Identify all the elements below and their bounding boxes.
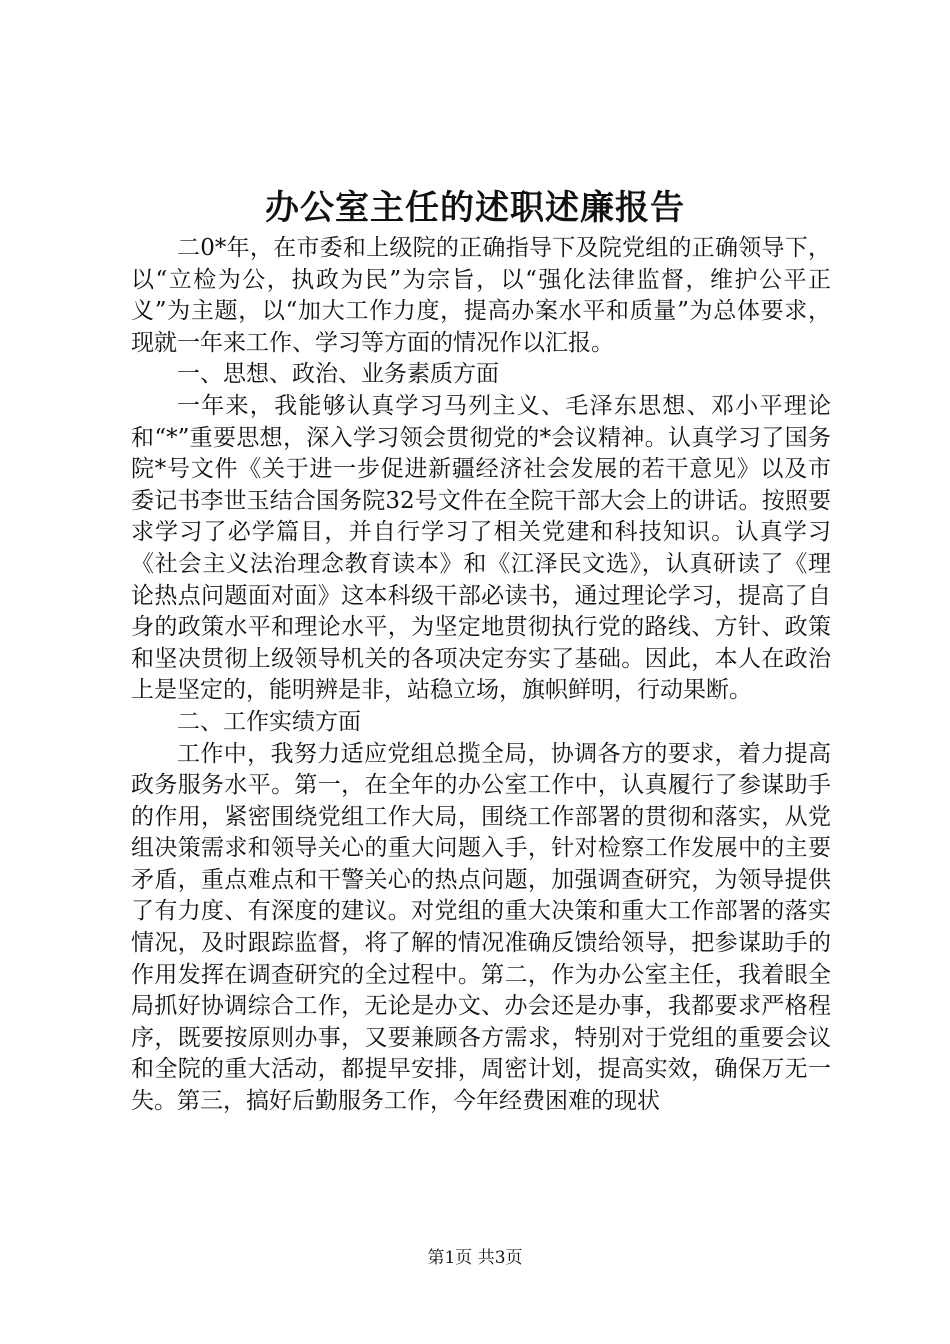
document-title: 办公室主任的述职述廉报告 — [265, 188, 685, 228]
section-1-paragraph: 一年来，我能够认真学习马列主义、毛泽东思想、邓小平理论和“*”重要思想，深入学习领会贯彻党的*会议精神。认真学习了国务院*号文件《关于进一步促进新疆经济社会发展的若干意见》以及市委记书李世玉结合国务院32号文件在全院干部大会上的讲话。按照要求学习了必学篇目，并自行学习了相关党建和科技知识。认真学习《社会主义法治理念教育读本》和《江泽民文选》，认真研读了《理论热点问题面对面》这本科级干部必读书，通过理论学习，提高了自身的政策水平和理论水平，为坚定地贯彻执行党的路线、方针、政策和坚决贯彻上级领导机关的各项决定夯实了基础。因此，本人在政治上是坚定的，能明辨是非，站稳立场，旗帜鲜明，行动果断。 — [131, 392, 831, 704]
section-heading-1: 一、思想、政治、业务素质方面 — [177, 361, 499, 388]
section-heading-2: 二、工作实绩方面 — [177, 708, 361, 735]
section-2-paragraph: 工作中，我努力适应党组总揽全局，协调各方的要求，着力提高政务服务水平。第一，在全年的办公室工作中，认真履行了参谋助手的作用，紧密围绕党组工作大局，围绕工作部署的贯彻和落实，从党组决策需求和领导关心的重大问题入手，针对检察工作发展中的主要矛盾，重点难点和干警关心的热点问题，加强调查研究，为领导提供了有力度、有深度的建议。对党组的重大决策和重大工作部署的落实情况，及时跟踪监督，将了解的情况准确反馈给领导，把参谋助手的作用发挥在调查研究的全过程中。第二，作为办公室主任，我着眼全局抓好协调综合工作，无论是办文、办会还是办事，我都要求严格程序，既要按原则办事，又要兼顾各方需求，特别对于党组的重要会议和全院的重大活动，都提早安排，周密计划，提高实效，确保万无一失。第三，搞好后勤服务工作，今年经费困难的现状 — [131, 740, 831, 1115]
page-footer: 第1页 共3页 — [427, 1248, 523, 1268]
intro-paragraph: 二0*年，在市委和上级院的正确指导下及院党组的正确领导下，以“立检为公，执政为民”为宗旨，以“强化法律监督，维护公平正义”为主题，以“加大工作力度，提高办案水平和质量”为总体要求，现就一年来工作、学习等方面的情况作以汇报。 — [131, 235, 831, 356]
document-body — [131, 233, 831, 1118]
